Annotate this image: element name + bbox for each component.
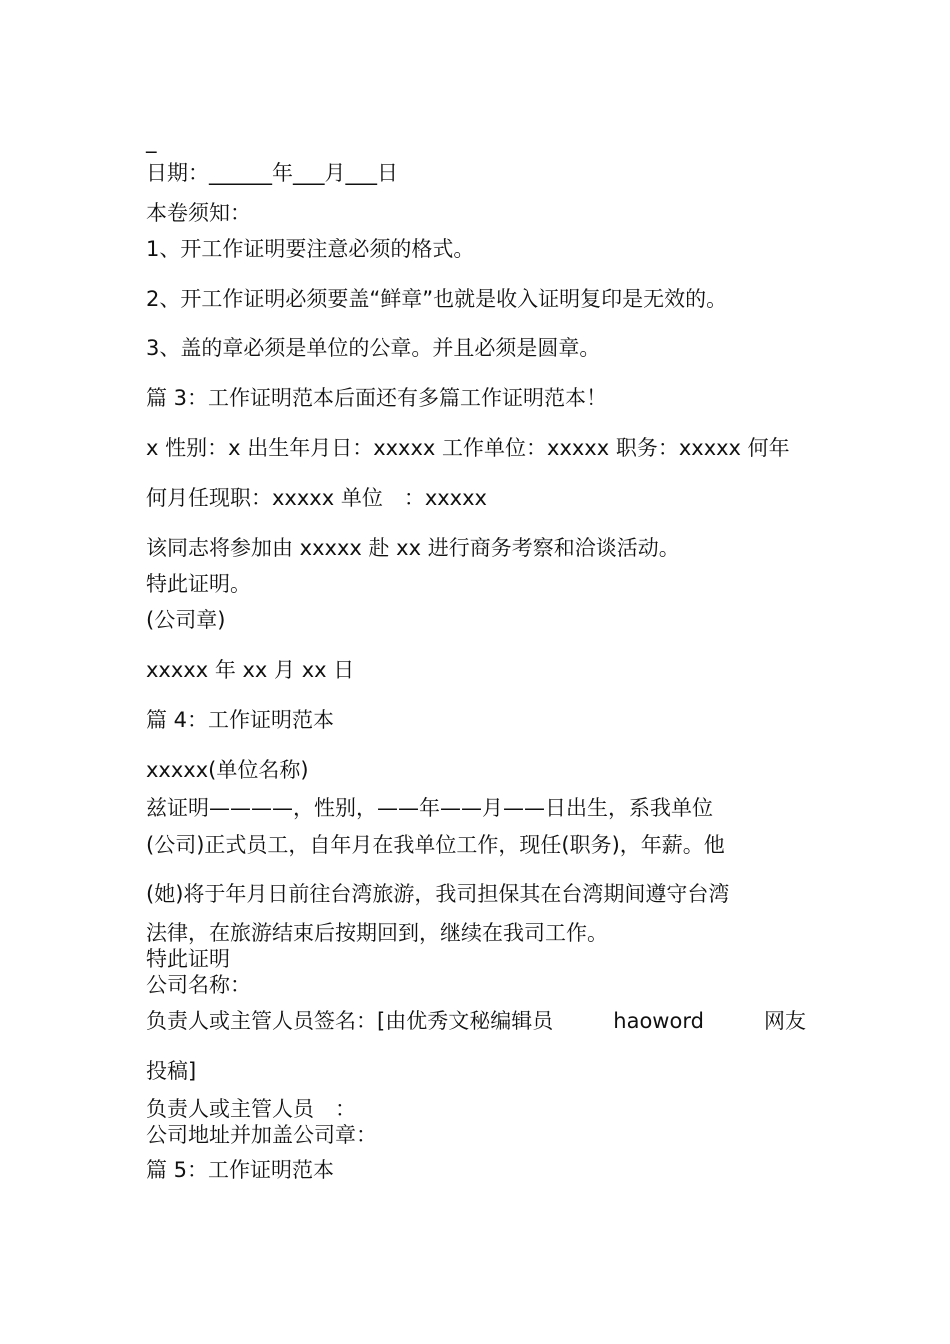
- section-4-body-line-3: (她)将于年月日前往台湾旅游，我司担保其在台湾期间遵守台湾: [146, 882, 730, 906]
- section-4-signature-continued: 投稿]: [146, 1059, 197, 1083]
- section-3-title: 篇 3：工作证明范本后面还有多篇工作证明范本！: [146, 386, 608, 410]
- section-4-certification: 特此证明: [146, 947, 230, 971]
- section-4-person-in-charge: 负责人或主管人员 ：: [146, 1097, 356, 1121]
- signature-author: haoword: [613, 1009, 704, 1033]
- notice-item-1: 1、开工作证明要注意必须的格式。: [146, 237, 475, 261]
- section-4-signature-row: [146, 1008, 806, 1034]
- section-3-seal: (公司章): [146, 608, 226, 632]
- section-3-info-line-1: x 性别：x 出生年月日：xxxxx 工作单位：xxxxx 职务：xxxxx 何年: [146, 436, 790, 460]
- section-4-body-line-1: 兹证明————，性别，——年——月——日出生，系我单位: [146, 796, 713, 820]
- section-4-body-line-4: 法律，在旅游结束后按期回到，继续在我司工作。: [146, 921, 608, 945]
- section-3-certification: 特此证明。: [146, 572, 251, 596]
- section-4-unit-name: xxxxx(单位名称): [146, 758, 309, 782]
- notice-item-2: 2、开工作证明必须要盖“鲜章”也就是收入证明复印是无效的。: [146, 287, 728, 311]
- section-4-title: 篇 4：工作证明范本: [146, 708, 335, 732]
- date-line: 日期：______年___月___日: [146, 161, 398, 185]
- signature-label: 负责人或主管人员签名：[由优秀文秘编辑员: [146, 1009, 554, 1033]
- section-3-body: 该同志将参加由 xxxxx 赴 xx 进行商务考察和洽谈活动。: [146, 536, 680, 560]
- notice-item-3: 3、盖的章必须是单位的公章。并且必须是圆章。: [146, 336, 601, 360]
- signature-source: 网友: [763, 1009, 806, 1033]
- dash-marker: _: [146, 129, 157, 153]
- section-4-body-line-2: (公司)正式员工，自年月在我单位工作，现任(职务)，年薪。他: [146, 833, 725, 857]
- section-3-date: xxxxx 年 xx 月 xx 日: [146, 658, 355, 682]
- section-5-title: 篇 5：工作证明范本: [146, 1158, 335, 1182]
- notice-title: 本卷须知：: [146, 201, 251, 225]
- section-3-info-line-2: 何月任现职：xxxxx 单位 ：xxxxx: [146, 486, 487, 510]
- section-4-company-name: 公司名称：: [146, 973, 251, 997]
- section-4-company-address: 公司地址并加盖公司章：: [146, 1123, 377, 1147]
